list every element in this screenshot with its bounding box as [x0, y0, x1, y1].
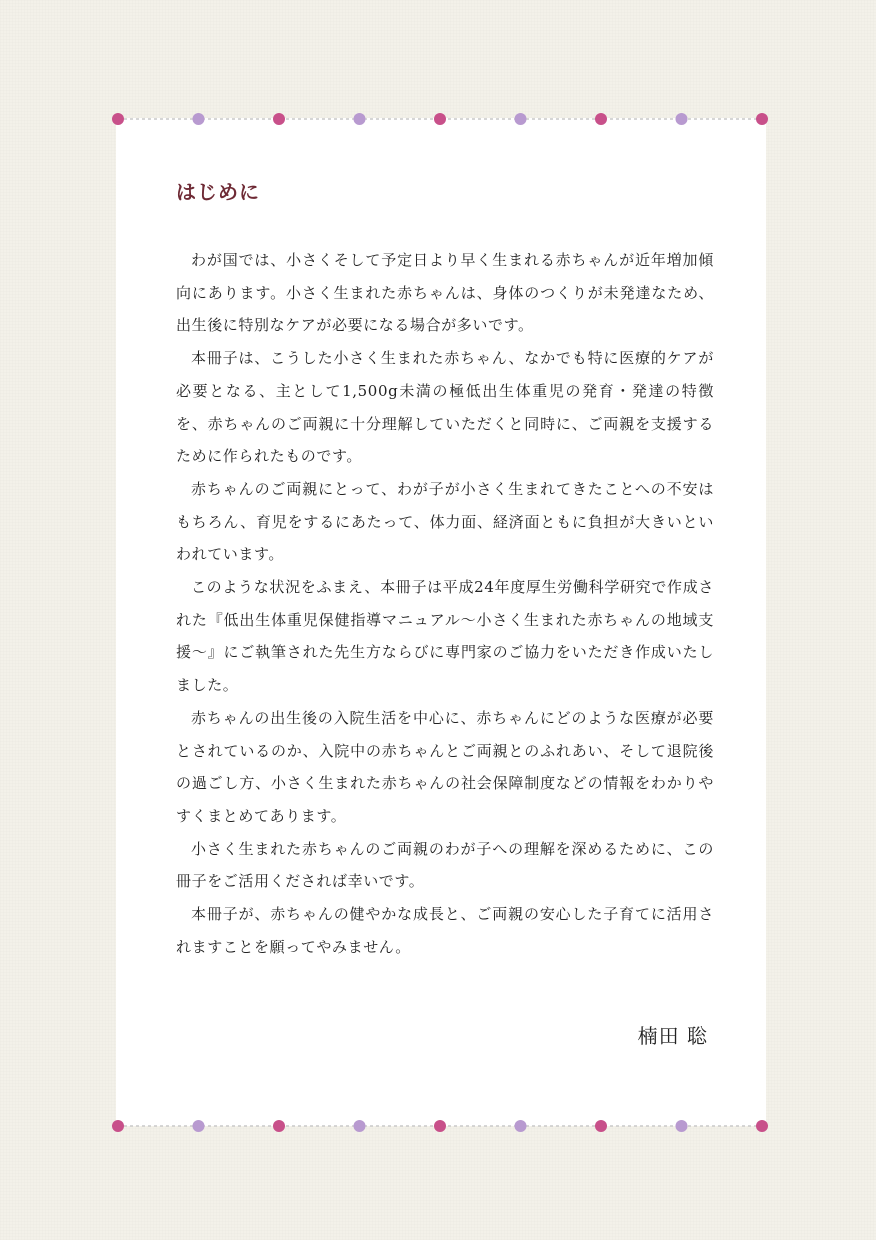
stitch-dot	[434, 1120, 446, 1132]
dotted-border-bottom	[110, 1116, 770, 1136]
dotted-border-top-graphic	[110, 109, 770, 129]
paragraph: 赤ちゃんの出生後の入院生活を中心に、赤ちゃんにどのような医療が必要とされているのか、入院中の赤ちゃんとご両親とのふれあい、そして退院後の過ごし方、小さく生まれた赤ちゃんの社会保障制度などの情報をわかりやすくまとめてあります。	[176, 708, 714, 825]
author-signature: 楠田 聡	[637, 1024, 708, 1048]
paragraph: 本冊子は、こうした小さく生まれた赤ちゃん、なかでも特に医療的ケアが必要となる、主として1,500g未満の極低出生体重児の発育・発達の特徴を、赤ちゃんのご両親に十分理解していただくと同時に、ご両親を支援するために作られたものです。	[176, 349, 714, 466]
stitch-dot	[193, 113, 205, 125]
stitch-dot	[515, 1120, 527, 1132]
stitch-dot	[676, 1120, 688, 1132]
stitch-dot	[595, 1120, 607, 1132]
stitch-dot	[354, 1120, 366, 1132]
stitch-dot	[676, 113, 688, 125]
dotted-border-top	[110, 109, 770, 129]
stitch-dot	[756, 113, 768, 125]
stitch-dot	[273, 113, 285, 125]
stitch-dot	[273, 1120, 285, 1132]
stitch-dot	[354, 113, 366, 125]
paragraph: このような状況をふまえ、本冊子は平成24年度厚生労働科学研究で作成された『低出生体重児保健指導マニュアル～小さく生まれた赤ちゃんの地域支援～』にご執筆された先生方ならびに専門家のご協力をいただき作成いたしました。	[176, 578, 714, 695]
stitch-dot	[595, 113, 607, 125]
stitch-dot	[193, 1120, 205, 1132]
stitch-dot	[434, 113, 446, 125]
paragraph: 小さく生まれた赤ちゃんのご両親のわが子への理解を深めるために、この冊子をご活用くだされば幸いです。	[176, 839, 714, 891]
paragraph: 本冊子が、赤ちゃんの健やかな成長と、ご両親の安心した子育てに活用されますことを願ってやみません。	[176, 905, 714, 956]
paragraph: 赤ちゃんのご両親にとって、わが子が小さく生まれてきたことへの不安はもちろん、育児をするにあたって、体力面、経済面ともに負担が大きいといわれています。	[176, 479, 714, 564]
stitch-dot	[112, 113, 124, 125]
stitch-dot	[112, 1120, 124, 1132]
paragraph: わが国では、小さくそして予定日より早く生まれる赤ちゃんが近年増加傾向にあります。小さく生まれた赤ちゃんは、身体のつくりが未発達なため、出生後に特別なケアが必要になる場合が多いです。	[176, 251, 714, 335]
stitch-dot	[515, 113, 527, 125]
page-title: はじめに	[176, 180, 260, 204]
stitch-dot	[756, 1120, 768, 1132]
body-text	[176, 244, 714, 963]
dotted-border-bottom-graphic	[110, 1116, 770, 1136]
